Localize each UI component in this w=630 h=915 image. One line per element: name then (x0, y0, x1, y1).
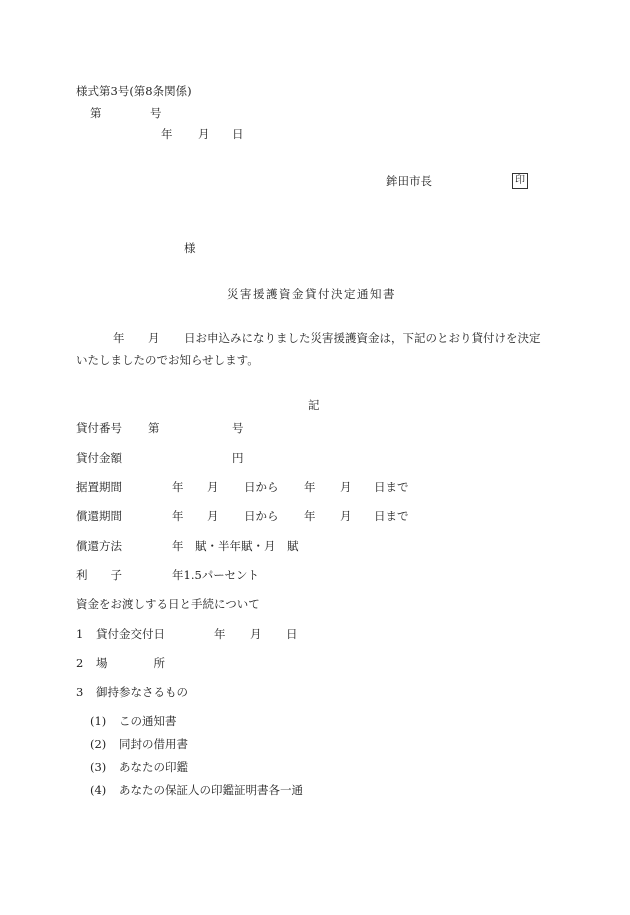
item-3-number: 3 (76, 685, 84, 699)
bring-item-number: (3) (90, 760, 107, 774)
mayor-name: 鉾田市長 (386, 174, 432, 188)
grace-year-1: 年 (172, 480, 184, 494)
repay-year-2: 年 (304, 509, 316, 523)
body-year: 年 (113, 331, 125, 345)
ki-mark: 記 (308, 398, 320, 412)
repay-month-1: 月 (207, 509, 219, 523)
grace-from: 日から (244, 480, 279, 494)
delivery-heading: 資金をお渡しする日と手続について (76, 597, 260, 611)
date-year: 年 (161, 127, 173, 141)
repay-until: 日まで (374, 509, 409, 523)
bring-item-number: (2) (90, 737, 107, 751)
bring-item-text: あなたの印鑑 (119, 760, 188, 774)
date-month: 月 (198, 127, 210, 141)
seal-mark: 印 (512, 173, 528, 189)
form-number: 様式第3号(第8条関係) (76, 84, 192, 98)
recipient-honorific: 様 (184, 241, 196, 255)
repay-method-value: 年 賦・半年賦・月 賦 (172, 539, 299, 553)
repay-method-label: 償還方法 (76, 539, 122, 553)
repay-year-1: 年 (172, 509, 184, 523)
grace-month-1: 月 (207, 480, 219, 494)
doc-number-suffix: 号 (150, 106, 162, 120)
grace-month-2: 月 (340, 480, 352, 494)
bring-item-text: あなたの保証人の印鑑証明書各一通 (119, 783, 303, 797)
body-line-2: いたしましたのでお知らせします。 (76, 353, 259, 367)
item-3-label: 御持参なさるもの (96, 685, 188, 699)
repay-from: 日から (244, 509, 279, 523)
bring-item-number: (4) (90, 783, 107, 797)
loan-amount-label: 貸付金額 (76, 451, 122, 465)
grace-year-2: 年 (304, 480, 316, 494)
item-1-year: 年 (214, 627, 226, 641)
loan-number-suffix: 号 (232, 421, 244, 435)
loan-amount-unit: 円 (232, 451, 244, 465)
repay-period-label: 償還期間 (76, 509, 122, 523)
interest-value: 年1.5パーセント (172, 568, 260, 582)
item-1-month: 月 (250, 627, 262, 641)
document-title: 災害援護資金貸付決定通知書 (227, 287, 396, 301)
interest-label: 利 子 (76, 568, 122, 582)
loan-number-label: 貸付番号 (76, 421, 122, 435)
bring-item-number: (1) (90, 714, 107, 728)
loan-number-prefix: 第 (148, 421, 160, 435)
body-month: 月 (148, 331, 160, 345)
item-2-label: 場 所 (96, 656, 165, 670)
bring-item-text: 同封の借用書 (119, 737, 188, 751)
bring-item-text: この通知書 (119, 714, 177, 728)
grace-period-label: 据置期間 (76, 480, 122, 494)
grace-until: 日まで (374, 480, 409, 494)
item-1-number: 1 (76, 627, 84, 641)
doc-number-prefix: 第 (90, 106, 102, 120)
date-day: 日 (232, 127, 244, 141)
repay-month-2: 月 (340, 509, 352, 523)
item-2-number: 2 (76, 656, 84, 670)
item-1-label: 貸付金交付日 (96, 627, 165, 641)
item-1-day: 日 (286, 627, 298, 641)
body-line-1: 日お申込みになりました災害援護資金は，下記のとおり貸付けを決定 (184, 331, 541, 345)
